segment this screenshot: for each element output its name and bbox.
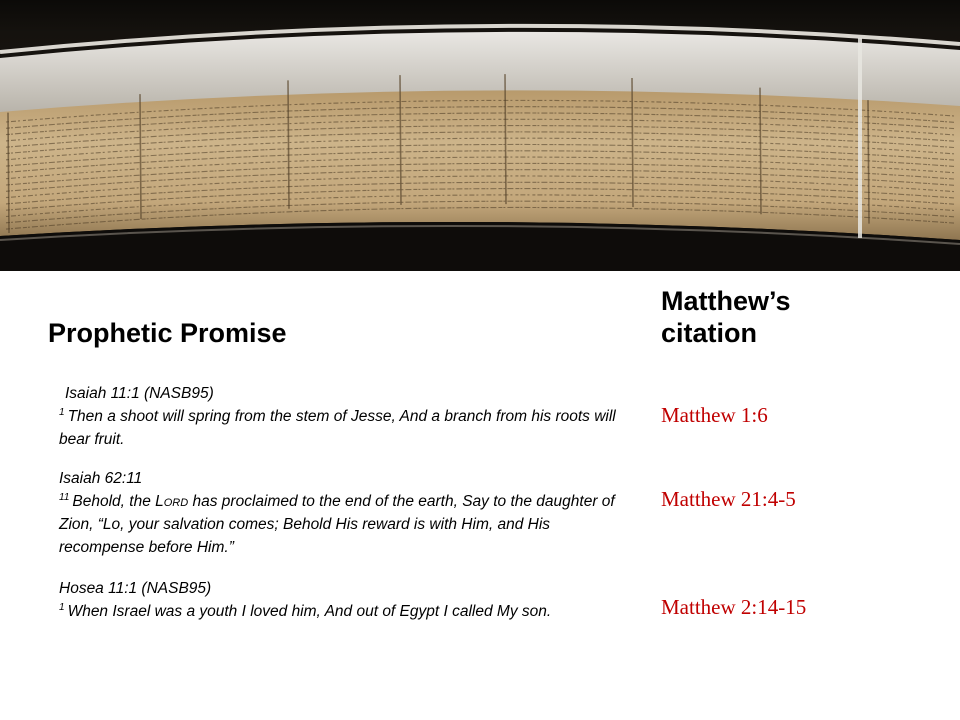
scroll-parchment bbox=[0, 90, 960, 240]
prophecy-reference: Hosea 11:1 (NASB95) bbox=[59, 580, 212, 597]
verse-body-end: has proclaimed to the end of the earth, Say to the daughter of Zion, “Lo, your salvation comes; Behold His reward is with Him, and His recompense before Him.” bbox=[59, 493, 615, 556]
verse-number: 1 bbox=[59, 406, 65, 418]
scroll-seam bbox=[288, 80, 289, 208]
verse-number: 1 bbox=[59, 601, 65, 613]
scroll-seam bbox=[140, 94, 141, 219]
scroll-seam bbox=[400, 75, 401, 205]
verse-number: 11 bbox=[59, 491, 70, 503]
citation-matthew-2-14-15: Matthew 2:14-15 bbox=[661, 595, 807, 619]
scroll-photo bbox=[0, 0, 960, 271]
prophetic-promise-heading: Prophetic Promise bbox=[48, 318, 287, 348]
citation-matthew-1-6: Matthew 1:6 bbox=[661, 403, 768, 427]
matthews-citation-heading: Matthew’s citation bbox=[661, 286, 791, 348]
glass-support-bar bbox=[858, 38, 862, 238]
lord-small-caps: Lord bbox=[155, 493, 189, 510]
citation-matthew-21-4-5: Matthew 21:4-5 bbox=[661, 487, 796, 511]
scroll-seam bbox=[8, 113, 9, 233]
prophecy-verse-text bbox=[59, 490, 619, 559]
prophecy-entry-isaiah-11 bbox=[59, 382, 619, 451]
prophecy-entry-isaiah-62 bbox=[59, 467, 619, 559]
verse-body: When Israel was a youth I loved him, And out of Egypt I called My son. bbox=[67, 603, 552, 620]
scroll-illustration bbox=[0, 0, 960, 271]
prophecy-reference: Isaiah 11:1 (NASB95) bbox=[65, 385, 214, 402]
prophecy-verse-text bbox=[59, 405, 619, 451]
prophecy-verse-text bbox=[59, 600, 619, 623]
verse-body: Then a shoot will spring from the stem of Jesse, And a branch from his roots will bear fruit. bbox=[59, 408, 616, 448]
verse-body-start: Behold, the bbox=[72, 493, 156, 510]
scroll-seam bbox=[505, 74, 506, 204]
prophecy-entry-hosea-11 bbox=[59, 577, 619, 623]
scroll-seam bbox=[632, 78, 633, 207]
prophecy-reference: Isaiah 62:11 bbox=[59, 470, 143, 487]
scroll-seam bbox=[760, 88, 761, 215]
